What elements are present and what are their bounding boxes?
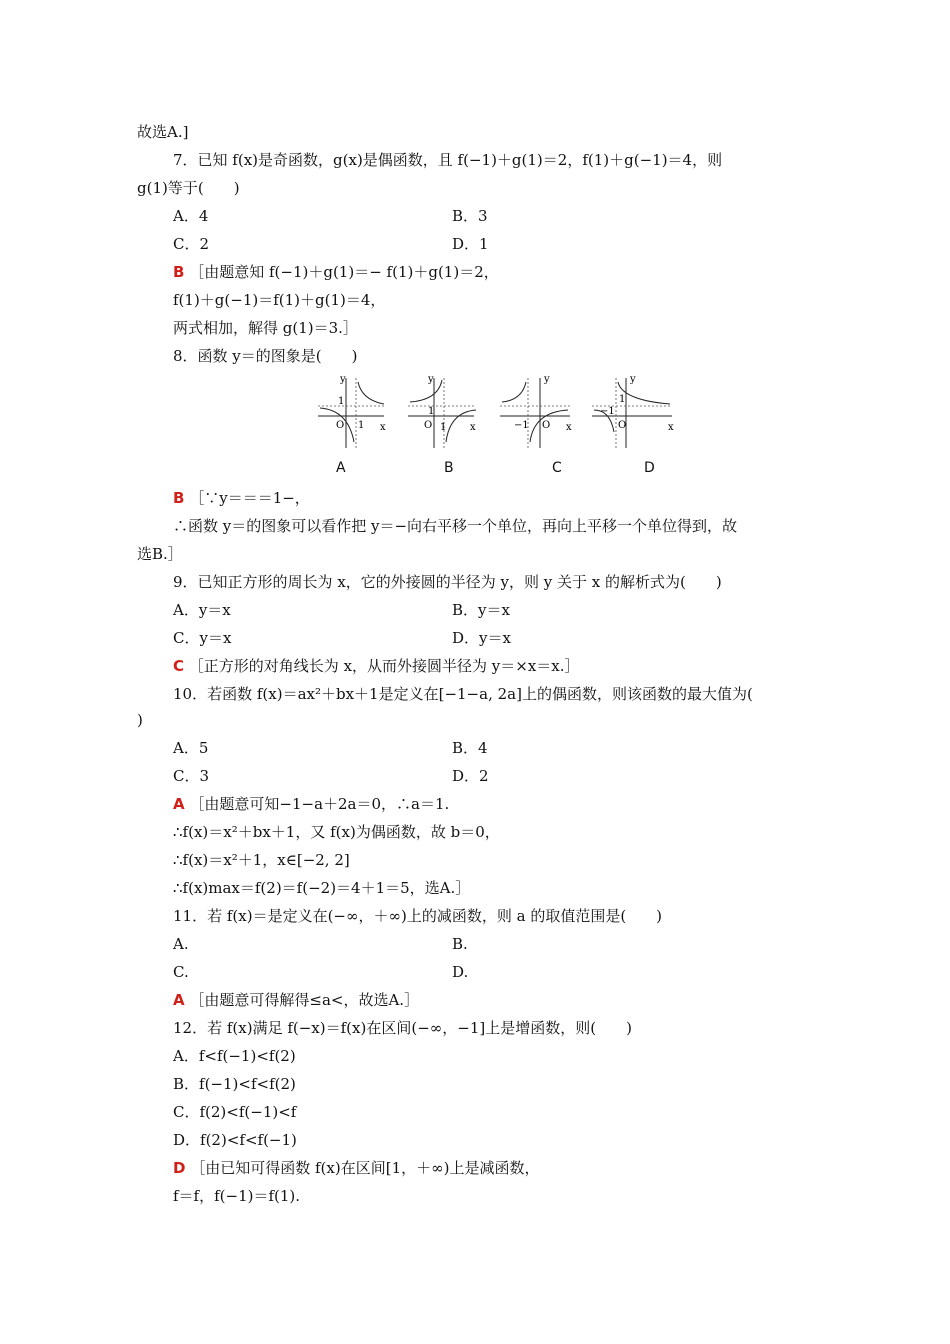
option-c: C.: [173, 963, 189, 981]
svg-text:−1: −1: [600, 406, 615, 417]
svg-text:−1: −1: [514, 420, 529, 431]
text-line: ∴f(x)max＝f(2)＝f(−2)＝4＋1＝5，选A.］: [173, 879, 471, 897]
option-d: D．y＝x: [452, 629, 511, 647]
answer-letter: B: [173, 489, 185, 507]
option-a: A．5: [173, 739, 209, 757]
text-line: 两式相加，解得 g(1)＝3.］: [173, 319, 358, 337]
graph-c: [496, 372, 576, 452]
answer-letter: C: [173, 657, 185, 675]
svg-text:y: y: [428, 374, 434, 385]
answer-letter: B: [173, 263, 185, 281]
text-line: ∴f(x)＝x²＋bx＋1，又 f(x)为偶函数，故 b＝0，: [173, 823, 500, 841]
option-a: A．4: [173, 207, 209, 225]
graph-label-d: D: [644, 460, 655, 476]
svg-text:x: x: [470, 422, 476, 433]
svg-text:O: O: [336, 420, 345, 431]
answer-text: ［由已知可得函数 f(x)在区间[1，＋∞)上是减函数，: [190, 1159, 540, 1177]
answer-7: [173, 262, 499, 282]
answer-text: ［由题意可知−1−a＋2a＝0，∴a＝1.: [189, 795, 450, 813]
question-9: 9．已知正方形的周长为 x，它的外接圆的半径为 y，则 y 关于 x 的解析式为( ): [173, 573, 722, 591]
option-c: C．3: [173, 767, 210, 785]
svg-text:y: y: [544, 374, 550, 385]
option-b: B．y＝x: [452, 601, 510, 619]
svg-text:O: O: [424, 420, 433, 431]
option-c: C．y＝x: [173, 629, 232, 647]
svg-text:1: 1: [619, 394, 626, 405]
option-d: D.: [452, 963, 469, 981]
graph-d: [588, 372, 678, 452]
svg-text:y: y: [630, 374, 636, 385]
option-a: A．y＝x: [173, 601, 231, 619]
question-8: 8．函数 y＝的图象是( ): [173, 347, 358, 365]
option-b: B．f(−1)<f<f(2): [173, 1075, 296, 1093]
text-line: ∴函数 y＝的图象可以看作把 y＝−向右平移一个单位，再向上平移一个单位得到，故: [173, 517, 738, 535]
answer-12: [173, 1158, 539, 1178]
question-11: 11．若 f(x)＝是定义在(−∞，＋∞)上的减函数，则 a 的取值范围是( ): [173, 907, 663, 925]
svg-text:1: 1: [338, 396, 345, 407]
svg-text:x: x: [380, 422, 386, 433]
svg-text:1: 1: [440, 422, 447, 433]
answer-8: [173, 488, 310, 508]
svg-text:1: 1: [358, 420, 365, 431]
graph-figure: [312, 372, 678, 452]
option-b: B．4: [452, 739, 488, 757]
question-10-cont: ): [137, 711, 143, 729]
svg-text:O: O: [618, 420, 627, 431]
answer-11: [173, 990, 419, 1010]
question-7: 7．已知 f(x)是奇函数，g(x)是偶函数，且 f(−1)＋g(1)＝2，f(1)＋g(−1)＝4，则: [173, 151, 723, 169]
option-a: A.: [173, 935, 189, 953]
text-line: 故选A.]: [137, 123, 189, 141]
answer-9: [173, 656, 580, 676]
graph-a: [312, 372, 392, 452]
svg-text:x: x: [668, 422, 674, 433]
svg-text:x: x: [566, 422, 572, 433]
question-7-cont: g(1)等于( ): [137, 179, 240, 197]
answer-letter: A: [173, 991, 185, 1009]
option-b: B.: [452, 935, 468, 953]
answer-text: ［正方形的对角线长为 x，从而外接圆半径为 y＝×x＝x.］: [188, 657, 580, 675]
option-b: B．3: [452, 207, 488, 225]
option-d: D．f(2)<f<f(−1): [173, 1131, 297, 1149]
answer-text: ［∵y＝＝＝1−，: [189, 489, 310, 507]
graph-b: [404, 372, 484, 452]
option-c: C．2: [173, 235, 210, 253]
answer-text: ［由题意可得解得≤a<，故选A.］: [189, 991, 420, 1009]
svg-text:1: 1: [428, 406, 435, 417]
answer-10: [173, 794, 449, 814]
graph-label-b: B: [444, 460, 454, 476]
graph-label-a: A: [336, 460, 346, 476]
text-line: 选B.］: [137, 545, 183, 563]
text-line: f(1)＋g(−1)＝f(1)＋g(1)＝4，: [173, 291, 386, 309]
answer-letter: A: [173, 795, 185, 813]
option-d: D．2: [452, 767, 489, 785]
text-line: f＝f，f(−1)＝f(1).: [173, 1187, 301, 1205]
graph-label-c: C: [552, 460, 562, 476]
text-line: ∴f(x)＝x²＋1，x∈[−2, 2]: [173, 851, 350, 869]
option-c: C．f(2)<f(−1)<f: [173, 1103, 297, 1121]
option-d: D．1: [452, 235, 489, 253]
option-a: A．f<f(−1)<f(2): [173, 1047, 296, 1065]
answer-letter: D: [173, 1159, 186, 1177]
question-10: 10．若函数 f(x)＝ax²＋bx＋1是定义在[−1−a, 2a]上的偶函数，则该函数的最大值为(: [173, 685, 753, 703]
svg-text:O: O: [542, 420, 551, 431]
answer-text: ［由题意知 f(−1)＋g(1)＝− f(1)＋g(1)＝2，: [189, 263, 499, 281]
svg-text:y: y: [340, 374, 346, 385]
question-12: 12．若 f(x)满足 f(−x)＝f(x)在区间(−∞，−1]上是增函数，则( ): [173, 1019, 632, 1037]
